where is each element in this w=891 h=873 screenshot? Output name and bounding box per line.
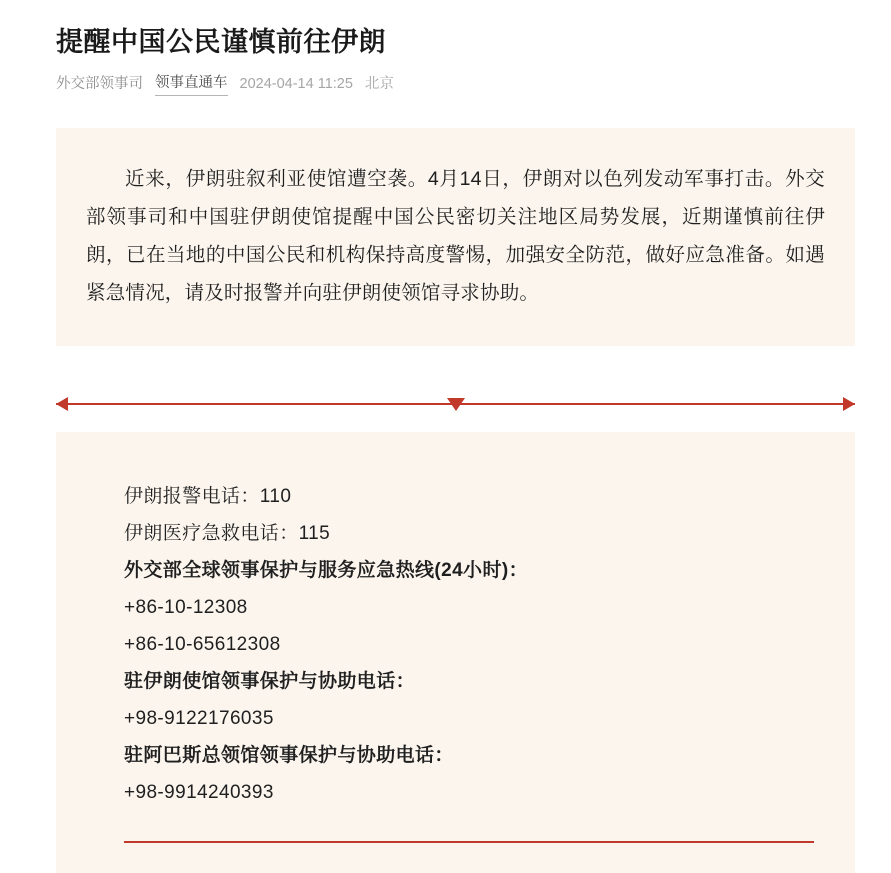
contact-line: +86-10-65612308 (124, 634, 281, 655)
triangle-left-icon (56, 397, 68, 411)
triangle-right-icon (843, 397, 855, 411)
emergency-contacts-box (56, 432, 855, 873)
contact-line: 伊朗报警电话：110 (124, 486, 292, 507)
contact-line: 驻伊朗使馆领事保护与协助电话： (124, 671, 416, 692)
article-summary-box (56, 128, 855, 346)
contact-line: +98-9122176035 (124, 708, 274, 729)
article-meta (0, 62, 891, 96)
page-title: 提醒中国公民谨慎前往伊朗 (56, 27, 386, 57)
meta-column-link[interactable]: 领事直通车 (155, 72, 228, 96)
meta-source: 外交部领事司 (56, 76, 143, 92)
contact-line: 驻阿巴斯总领馆领事保护与协助电话： (124, 745, 454, 766)
contact-line: 外交部全球领事保护与服务应急热线(24小时)： (124, 560, 528, 581)
contact-line: +98-9914240393 (124, 782, 274, 803)
meta-location: 北京 (364, 76, 394, 92)
contact-line: 伊朗医疗急救电话：115 (124, 523, 331, 544)
triangle-down-icon (447, 398, 465, 411)
decorative-divider (56, 392, 855, 416)
contacts-bottom-rule (124, 841, 814, 843)
contact-line: +86-10-12308 (124, 597, 248, 618)
article-summary-text: 近来，伊朗驻叙利亚使馆遭空袭。4月14日，伊朗对以色列发动军事打击。外交部领事司和中国驻伊朗使馆提醒中国公民密切关注地区局势发展，近期谨慎前往伊朗，已在当地的中国公民和机构保持高度警惕，加强安全防范，做好应急准备。如遇紧急情况，请及时报警并向驻伊朗使领馆寻求协助。 (86, 168, 825, 304)
meta-timestamp: 2024-04-14 11:25 (239, 76, 353, 92)
